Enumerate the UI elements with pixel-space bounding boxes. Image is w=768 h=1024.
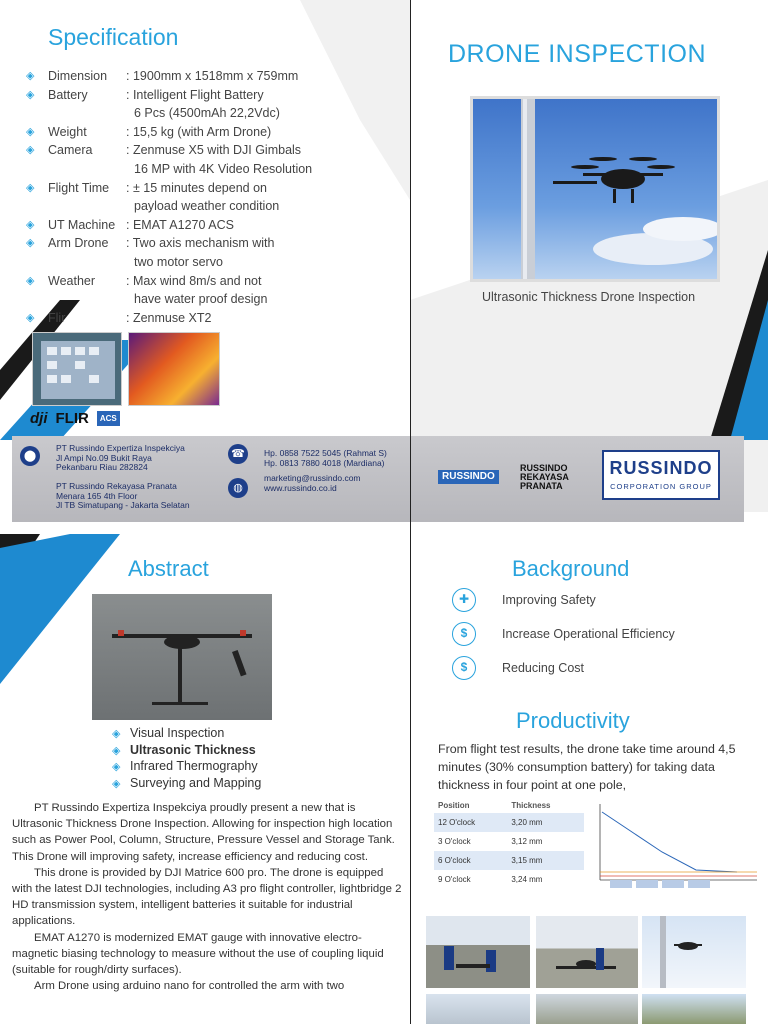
battery-consumption-graph	[592, 800, 762, 896]
productivity-title: Productivity	[516, 708, 630, 733]
spec-label: UT Machine	[48, 217, 116, 232]
background-item-cost: $ Reducing Cost	[452, 656, 584, 680]
phone-numbers: Hp. 0858 7522 5045 (Rahmat S) Hp. 0813 7880 4018 (Mardiana)	[264, 448, 387, 468]
web-contacts: marketing@russindo.com www.russindo.co.id	[264, 473, 361, 493]
spec-value: : ± 15 minutes depend on	[126, 180, 267, 195]
company1-address: PT Russindo Expertiza Inspekciya Jl Ampi No.09 Bukit Raya Pekanbaru Riau 282824	[56, 443, 185, 472]
diamond-bullet-icon: ◈	[112, 728, 121, 740]
location-icon: ⬤	[20, 446, 40, 466]
spec-value: : Zenmuse X5 with DJI Gimbals	[126, 143, 302, 158]
spec-value: : 15,5 kg (with Arm Drone)	[126, 124, 272, 139]
abstract-paragraph: This drone is provided by DJI Matrice 600 pro. The drone is equipped with the latest DJI technologies, including A3 pro flight controller, lightbridge 2 HD transmission system, intelligent batteries it suitable for industrial applications.	[12, 866, 402, 928]
russindo-rekayasa-logo: RUSSINDO REKAYASA PRANATA	[520, 463, 569, 491]
globe-icon: ◍	[228, 478, 248, 498]
table-row	[434, 851, 584, 870]
field-photo-6	[642, 994, 746, 1024]
spec-value: : Zenmuse XT2	[126, 310, 212, 325]
table-row	[434, 813, 584, 832]
spec-label: Dimension	[48, 69, 108, 83]
abstract-text	[12, 800, 406, 994]
diamond-bullet-icon: ◈	[26, 70, 35, 82]
brand-logos	[30, 410, 120, 427]
spec-row	[26, 141, 356, 160]
diamond-bullet-icon: ◈	[26, 218, 35, 231]
diamond-bullet-icon: ◈	[112, 778, 121, 791]
abstract-paragraph: PT Russindo Expertiza Inspekciya proudly present a new that is Ultrasonic Thickness Drone Inspection. Allowing for inspection high location such as Power Pool, Column, Structure, Pressure Vessel and Storage Tank. This Drone will improving safety, increase efficiency and reducing cost.	[12, 802, 395, 863]
abstract-service-list	[112, 726, 261, 793]
service-list-item: ◈ Surveying and Mapping	[112, 776, 261, 793]
abstract-paragraph: EMAT A1270 is modernized EMAT gauge with innovative electro-magnetic biasing technology to measure without the use of coupling liquid (suitable for rough/dirty surfaces).	[12, 931, 384, 977]
spec-label: Camera	[48, 143, 93, 158]
hand-coin-icon: $	[452, 656, 476, 680]
field-photo-5	[536, 994, 638, 1024]
diamond-bullet-icon: ◈	[112, 744, 121, 757]
table-row	[434, 870, 584, 889]
diamond-bullet-icon: ◈	[26, 88, 35, 101]
column-header-position: Position	[438, 801, 470, 810]
contact-footer	[12, 436, 744, 522]
diamond-bullet-icon: ◈	[112, 761, 121, 774]
spec-row	[26, 234, 356, 253]
spec-row	[26, 309, 356, 328]
thickness-table-body	[434, 813, 584, 889]
productivity-text: From flight test results, the drone take time around 4,5 minutes (30% consumption battery) for taking data thickness in four point at one pole,	[438, 742, 736, 792]
diamond-bullet-icon: ◈	[26, 237, 35, 250]
russindo-logo-1: RUSSINDO	[438, 470, 499, 484]
thickness-cell: 3,15 mm	[507, 851, 584, 870]
background-title: Background	[512, 556, 630, 581]
dji-logo: dji	[30, 410, 48, 427]
table-row	[434, 832, 584, 851]
drone-pole-photo	[470, 96, 720, 282]
service-list-item: ◈ Ultrasonic Thickness	[112, 743, 261, 760]
thermal-image	[128, 332, 220, 406]
diamond-bullet-icon: ◈	[26, 274, 35, 287]
spec-title: Specification	[48, 24, 179, 50]
safety-shield-icon: ✚	[452, 588, 476, 612]
diamond-bullet-icon: ◈	[26, 144, 35, 157]
position-cell: 6 O'clock	[434, 851, 507, 870]
solar-panel-photo	[32, 332, 122, 406]
spec-row	[26, 86, 356, 105]
abstract-paragraph: Arm Drone using arduino nano for controlled the arm with two	[34, 980, 345, 993]
phone-icon: ☎	[228, 444, 248, 464]
spec-label: Battery	[48, 87, 88, 102]
spec-value-continued: payload weather condition	[134, 199, 280, 214]
service-list-item: ◈ Visual Inspection	[112, 726, 261, 743]
thickness-cell: 3,20 mm	[507, 813, 584, 832]
spec-row	[26, 123, 356, 142]
spec-label: Flir	[48, 310, 66, 325]
position-cell: 9 O'clock	[438, 875, 471, 884]
spec-row	[26, 272, 356, 291]
background-item-efficiency: $ Increase Operational Efficiency	[452, 622, 675, 646]
spec-value-continued: have water proof design	[134, 292, 268, 307]
time-money-icon: $	[452, 622, 476, 646]
spec-value: : Two axis mechanism with	[126, 236, 275, 251]
spec-value-continued: 6 Pcs (4500mAh 22,2Vdc)	[134, 106, 280, 121]
spec-row	[26, 67, 356, 86]
spec-value-continued: 16 MP with 4K Video Resolution	[134, 161, 313, 176]
drone-caption: Ultrasonic Thickness Drone Inspection	[482, 290, 696, 304]
spec-label: Weight	[48, 124, 87, 139]
russindo-corporation-logo: RUSSINDO CORPORATION GROUP	[602, 450, 720, 500]
spec-row	[26, 216, 356, 235]
vertical-divider	[410, 0, 411, 1024]
spec-label: Flight Time	[48, 180, 110, 195]
diamond-bullet-icon: ◈	[26, 181, 35, 194]
diamond-bullet-icon: ◈	[26, 311, 35, 324]
spec-value-continued: two motor servo	[134, 254, 223, 269]
spec-label: Weather	[48, 273, 96, 288]
spec-list	[26, 67, 356, 327]
diamond-bullet-icon: ◈	[26, 125, 35, 138]
spec-value: : 1900mm x 1518mm x 759mm	[126, 69, 299, 83]
field-photo-1	[426, 916, 530, 988]
drone-title: DRONE INSPECTION	[448, 40, 707, 68]
company2-address: PT Russindo Rekayasa Pranata Menara 165 4th Floor Jl TB Simatupang - Jakarta Selatan	[56, 481, 190, 510]
spec-value: : Intelligent Flight Battery	[126, 87, 264, 102]
spec-value: : EMAT A1270 ACS	[126, 217, 234, 232]
drone-ground-photo	[92, 594, 272, 720]
background-item-safety: ✚ Improving Safety	[452, 588, 596, 612]
field-photo-2	[536, 916, 638, 988]
column-header-thickness: Thickness	[511, 801, 551, 810]
spec-label: Arm Drone	[48, 236, 109, 251]
spec-row	[26, 179, 356, 198]
spec-value: : Max wind 8m/s and not	[126, 273, 262, 288]
service-list-item: ◈ Infrared Thermography	[112, 759, 261, 776]
abstract-title: Abstract	[128, 556, 209, 581]
field-photo-4	[426, 994, 530, 1024]
table-header-row	[434, 798, 584, 813]
acs-logo: ACS	[97, 411, 120, 426]
background-panel	[410, 534, 768, 1024]
thickness-cell: 3,24 mm	[511, 875, 543, 884]
field-photo-3	[642, 916, 746, 988]
flir-logo: FLIR	[55, 410, 89, 427]
position-cell: 3 O'clock	[438, 837, 471, 846]
abstract-panel	[0, 534, 410, 1024]
position-cell: 12 O'clock	[434, 813, 507, 832]
thickness-cell: 3,12 mm	[511, 837, 543, 846]
horizontal-gap	[0, 522, 768, 534]
thickness-table	[434, 798, 584, 889]
